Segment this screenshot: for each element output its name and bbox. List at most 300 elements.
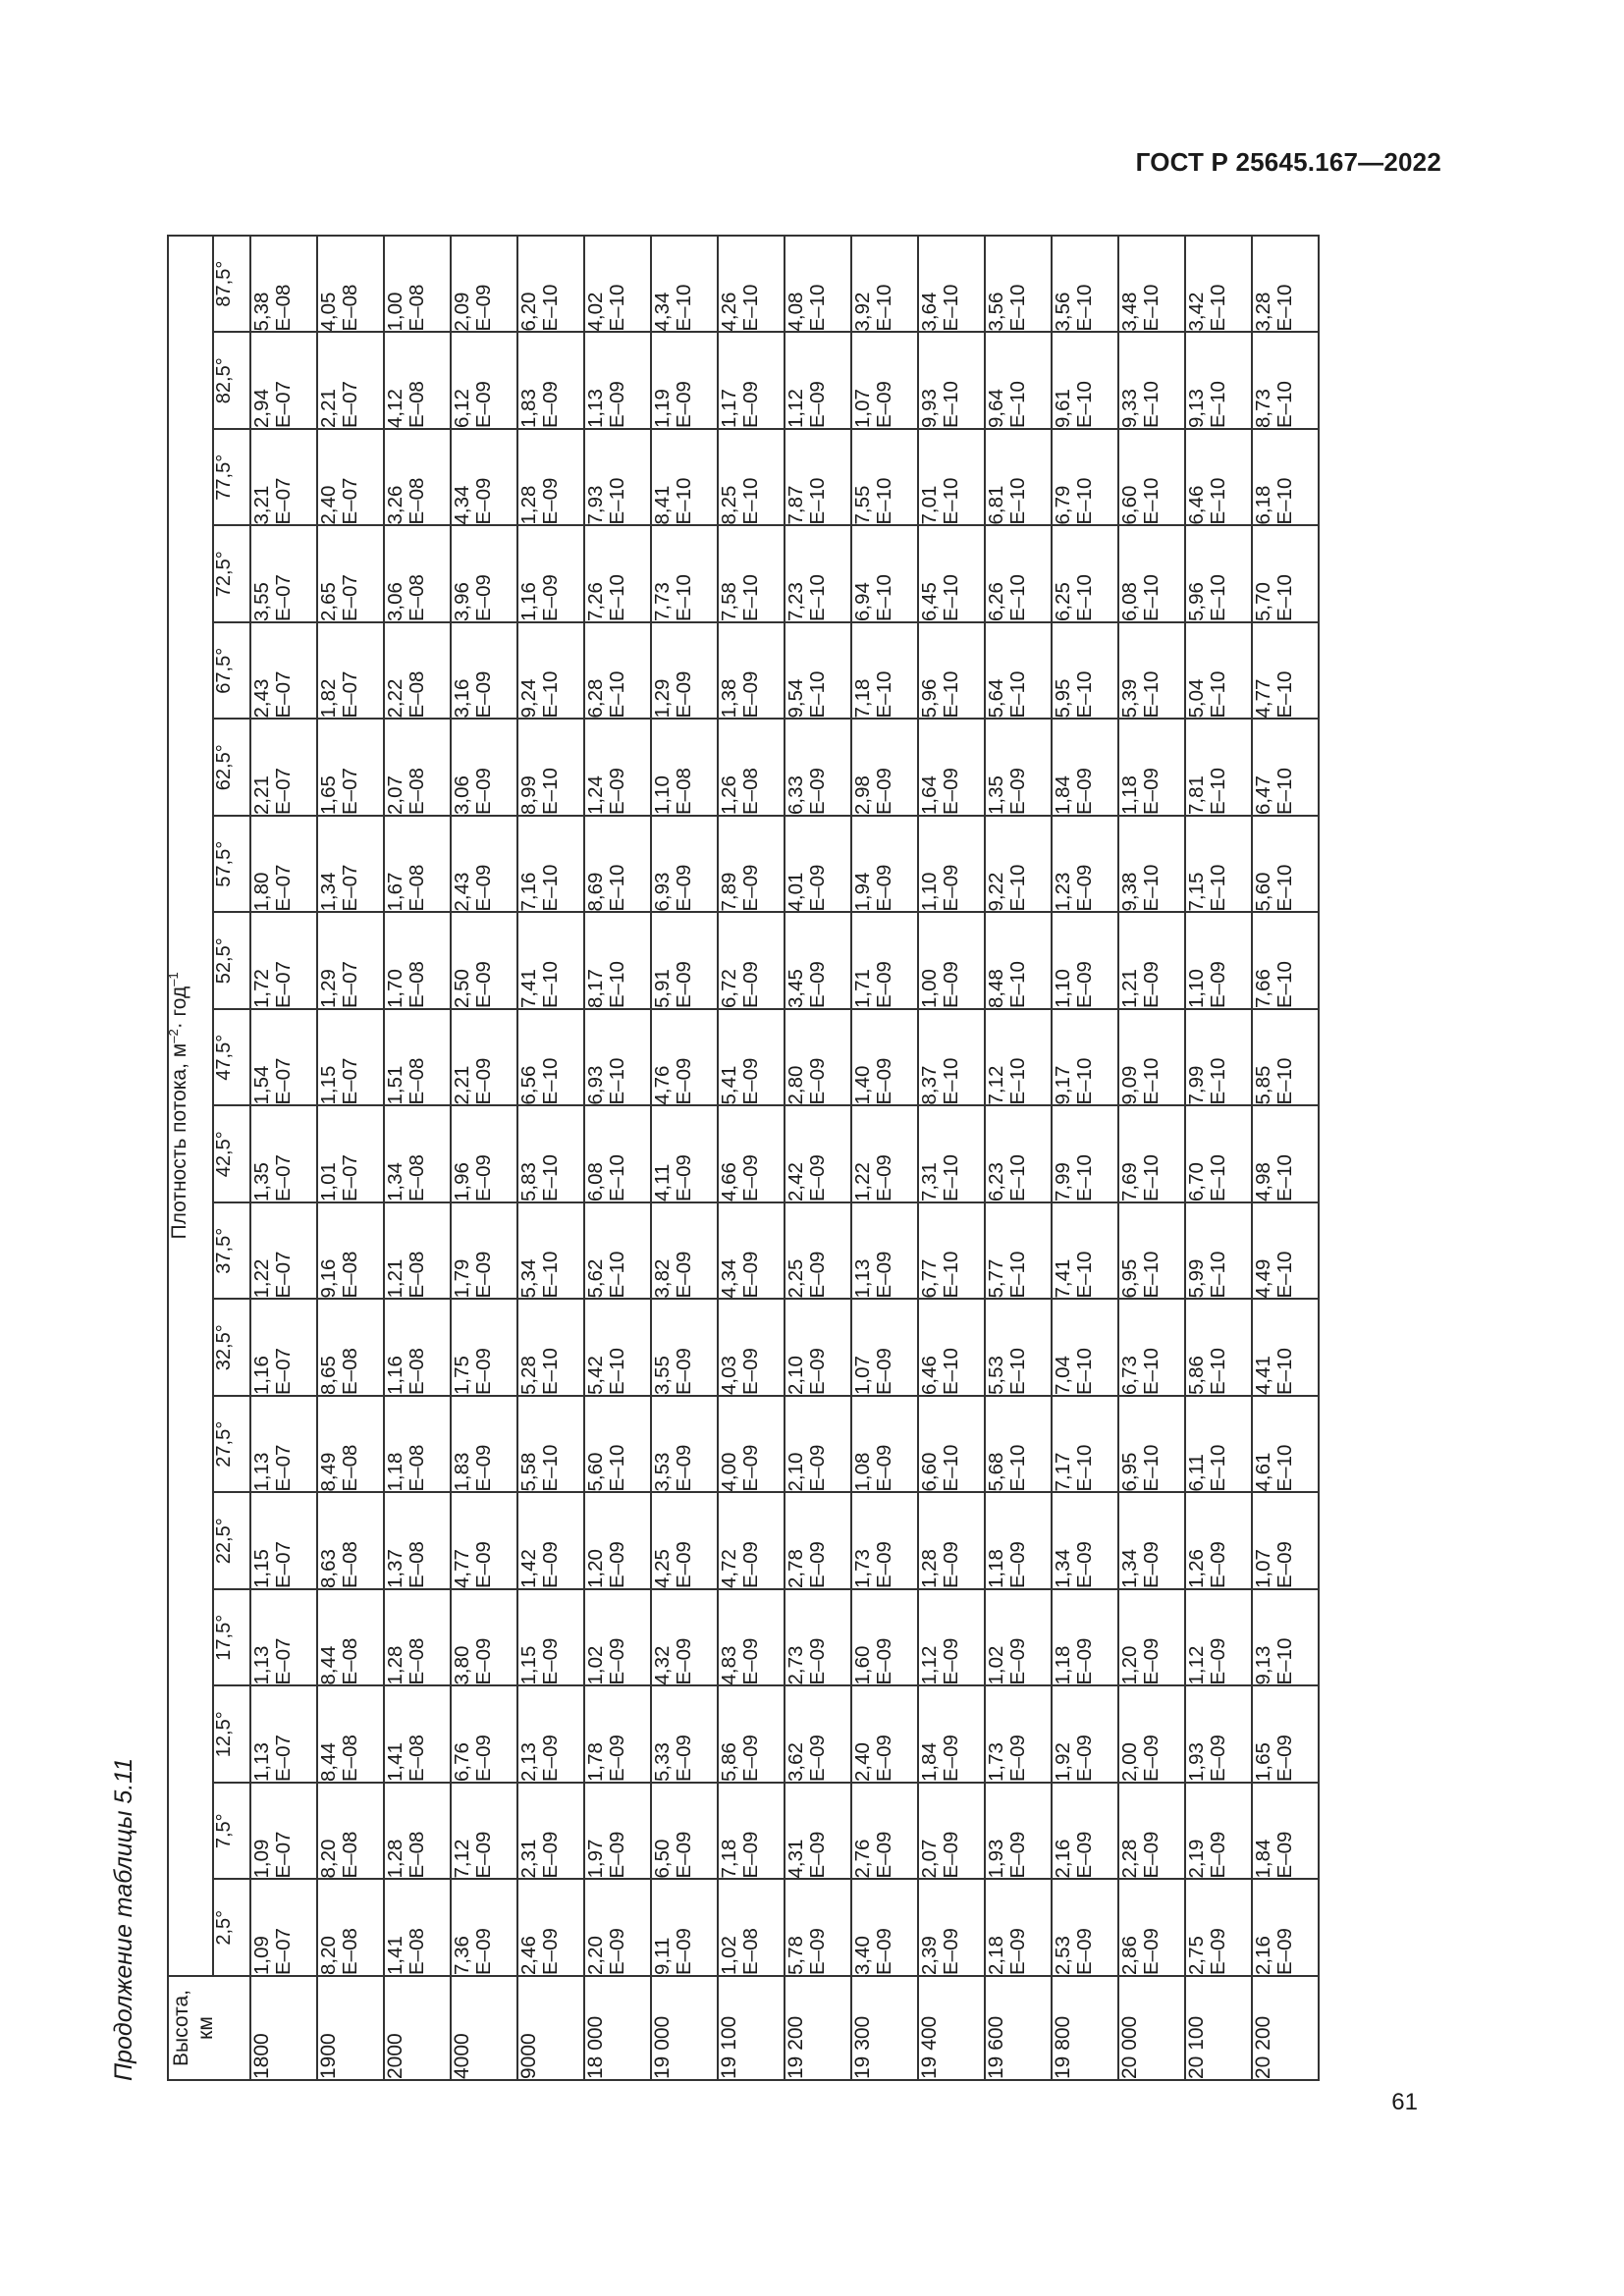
flux-exponent: E–09: [472, 768, 496, 815]
flux-mantissa: 5,85: [1252, 1065, 1274, 1105]
flux-mantissa: 5,96: [1185, 582, 1208, 621]
flux-exponent: E–08: [272, 284, 296, 332]
flux-mantissa: 1,28: [384, 1839, 406, 1879]
flux-mantissa: 7,99: [1052, 1162, 1074, 1201]
flux-density-header: [168, 236, 213, 1976]
flux-mantissa: 1,84: [1252, 1839, 1274, 1879]
flux-value-cell: [317, 1783, 384, 1880]
flux-mantissa: 4,66: [718, 1162, 740, 1201]
flux-exponent: E–10: [1006, 1348, 1030, 1395]
flux-value-cell: [918, 720, 985, 817]
flux-value-cell: [851, 1589, 918, 1686]
flux-mantissa: 1,83: [517, 389, 540, 428]
flux-exponent: E–10: [1140, 381, 1164, 428]
flux-exponent: E–09: [1140, 1831, 1164, 1879]
flux-value-cell: [250, 816, 317, 913]
flux-value-cell: [584, 236, 651, 333]
flux-mantissa: 3,53: [651, 1452, 674, 1492]
altitude-cell: 1900: [317, 1976, 384, 2080]
flux-value-cell: [1118, 1589, 1185, 1686]
table-row: [1118, 236, 1185, 2080]
flux-exponent: E–09: [539, 1831, 563, 1879]
flux-mantissa: 5,86: [1185, 1356, 1208, 1395]
flux-value-cell: [785, 1589, 851, 1686]
flux-value-cell: [651, 720, 718, 817]
flux-value-cell: [517, 1009, 584, 1106]
flux-value-cell: [718, 236, 785, 333]
flux-value-cell: [651, 816, 718, 913]
flux-value-cell: [250, 622, 317, 720]
flux-mantissa: 4,49: [1252, 1258, 1274, 1299]
flux-value-cell: [317, 1202, 384, 1300]
flux-value-cell: [1118, 236, 1185, 333]
flux-exponent: E–10: [1140, 1057, 1164, 1105]
flux-value-cell: [1118, 816, 1185, 913]
flux-mantissa: 6,08: [1118, 582, 1141, 621]
flux-value-cell: [1052, 1880, 1118, 1977]
flux-exponent: E–09: [739, 1637, 763, 1685]
flux-value-cell: [517, 1783, 584, 1880]
flux-value-cell: [584, 720, 651, 817]
flux-value-cell: [851, 1106, 918, 1203]
flux-exponent: E–10: [539, 1251, 563, 1299]
angle-header-cell: 77,5°: [213, 429, 250, 526]
flux-mantissa: 1,34: [317, 872, 340, 912]
flux-mantissa: 2,22: [384, 678, 406, 719]
angle-header-cell: 72,5°: [213, 526, 250, 623]
flux-value-cell: [1252, 720, 1319, 817]
flux-exponent: E–10: [873, 670, 896, 719]
flux-value-cell: [584, 622, 651, 720]
flux-mantissa: 1,12: [1185, 1645, 1208, 1685]
flux-exponent: E–10: [1073, 1348, 1097, 1395]
table-row: [517, 236, 584, 2080]
flux-value-cell: [1118, 1686, 1185, 1784]
flux-mantissa: 2,18: [985, 1936, 1007, 1975]
flux-value-cell: [317, 1009, 384, 1106]
flux-value-cell: [517, 816, 584, 913]
flux-exponent: E–10: [1140, 284, 1164, 332]
flux-value-cell: [718, 816, 785, 913]
flux-value-cell: [1185, 913, 1252, 1010]
flux-exponent: E–07: [339, 768, 362, 815]
flux-exponent: E–09: [673, 1637, 696, 1685]
angle-header-cell: 42,5°: [213, 1106, 250, 1203]
flux-exponent: E–07: [272, 1251, 296, 1299]
altitude-cell: 20 000: [1118, 1976, 1185, 2080]
flux-mantissa: 3,45: [785, 969, 807, 1008]
flux-value-cell: [451, 816, 517, 913]
flux-exponent: E–09: [873, 1444, 896, 1492]
flux-exponent: E–09: [940, 1735, 963, 1782]
flux-value-cell: [785, 333, 851, 430]
flux-value-cell: [851, 236, 918, 333]
flux-value-cell: [918, 1396, 985, 1493]
flux-mantissa: 1,34: [1118, 1549, 1141, 1588]
flux-value-cell: [1252, 1880, 1319, 1977]
flux-mantissa: 2,39: [918, 1936, 941, 1975]
flux-mantissa: 1,60: [851, 1645, 874, 1685]
flux-exponent: E–10: [1073, 381, 1097, 428]
flux-exponent: E–08: [406, 1831, 429, 1879]
flux-mantissa: 1,28: [384, 1645, 406, 1685]
flux-mantissa: 4,98: [1252, 1162, 1274, 1201]
flux-exponent: E–09: [472, 1348, 496, 1395]
flux-value-cell: [851, 333, 918, 430]
flux-exponent: E–09: [539, 477, 563, 525]
flux-mantissa: 4,01: [785, 872, 807, 912]
flux-mantissa: 7,73: [651, 582, 674, 621]
flux-mantissa: 6,11: [1185, 1454, 1208, 1492]
flux-exponent: E–09: [539, 1735, 563, 1782]
flux-mantissa: 7,99: [1185, 1065, 1208, 1105]
flux-mantissa: 1,93: [985, 1839, 1007, 1879]
flux-exponent: E–10: [1273, 284, 1297, 332]
flux-mantissa: 1,40: [851, 1065, 874, 1105]
flux-exponent: E–09: [673, 1444, 696, 1492]
flux-mantissa: 5,28: [517, 1356, 540, 1395]
flux-exponent: E–10: [1207, 1444, 1230, 1492]
flux-exponent: E–10: [1006, 1057, 1030, 1105]
flux-exponent: E–09: [806, 1154, 830, 1201]
flux-exponent: E–09: [806, 864, 830, 912]
flux-mantissa: 2,21: [317, 389, 340, 428]
flux-exponent: E–09: [673, 864, 696, 912]
flux-value-cell: [785, 720, 851, 817]
flux-exponent: E–08: [739, 1928, 763, 1975]
flux-value-cell: [517, 1106, 584, 1203]
flux-mantissa: 2,19: [1185, 1839, 1208, 1879]
flux-exponent: E–09: [739, 1154, 763, 1201]
flux-value-cell: [985, 1009, 1052, 1106]
flux-exponent: E–07: [272, 670, 296, 719]
flux-mantissa: 1,09: [250, 1936, 273, 1975]
flux-exponent: E–10: [940, 1251, 963, 1299]
flux-value-cell: [1252, 1106, 1319, 1203]
flux-exponent: E–07: [339, 961, 362, 1008]
flux-value-cell: [517, 333, 584, 430]
flux-mantissa: 2,16: [1052, 1839, 1074, 1879]
altitude-cell: 1800: [250, 1976, 317, 2080]
flux-mantissa: 2,20: [584, 1936, 607, 1975]
flux-value-cell: [584, 1009, 651, 1106]
flux-value-cell: [1118, 1783, 1185, 1880]
flux-mantissa: 5,38: [250, 292, 273, 332]
flux-value-cell: [1052, 1686, 1118, 1784]
flux-header-prefix: Плотность потока, м: [168, 1042, 190, 1240]
flux-value-cell: [317, 1880, 384, 1977]
flux-mantissa: 8,44: [317, 1645, 340, 1685]
flux-mantissa: 3,55: [651, 1356, 674, 1395]
flux-exponent: E–09: [1273, 1928, 1297, 1975]
flux-mantissa: 3,82: [651, 1258, 674, 1299]
flux-exponent: E–07: [272, 1154, 296, 1201]
flux-mantissa: 2,21: [451, 1065, 473, 1105]
flux-value-cell: [985, 333, 1052, 430]
flux-exponent: E–10: [1006, 574, 1030, 621]
flux-exponent: E–08: [406, 381, 429, 428]
flux-exponent: E–09: [1140, 1735, 1164, 1782]
flux-exponent: E–10: [1073, 1154, 1097, 1201]
flux-mantissa: 9,54: [785, 678, 807, 719]
flux-value-cell: [584, 1396, 651, 1493]
flux-exponent: E–10: [606, 477, 629, 525]
flux-exponent: E–10: [1207, 864, 1230, 912]
flux-exponent: E–10: [1006, 961, 1030, 1008]
table-row: [985, 236, 1052, 2080]
flux-exponent: E–10: [1207, 1154, 1230, 1201]
flux-value-cell: [317, 429, 384, 526]
flux-value-cell: [985, 1880, 1052, 1977]
flux-value-cell: [451, 1300, 517, 1397]
angle-header-cell: 62,5°: [213, 720, 250, 817]
flux-mantissa: 2,80: [785, 1065, 807, 1105]
flux-exponent: E–09: [539, 381, 563, 428]
altitude-cell: 19 000: [651, 1976, 718, 2080]
flux-value-cell: [918, 1202, 985, 1300]
flux-value-cell: [651, 1686, 718, 1784]
flux-value-cell: [1052, 1106, 1118, 1203]
flux-value-cell: [317, 720, 384, 817]
flux-exponent: E–10: [606, 961, 629, 1008]
flux-mantissa: 1,13: [250, 1452, 273, 1492]
flux-exponent: E–10: [1207, 1348, 1230, 1395]
flux-exponent: E–10: [1207, 284, 1230, 332]
flux-exponent: E–09: [673, 961, 696, 1008]
flux-exponent: E–07: [272, 381, 296, 428]
flux-value-cell: [1252, 429, 1319, 526]
flux-exponent: E–09: [940, 768, 963, 815]
angle-header-cell: 17,5°: [213, 1589, 250, 1686]
flux-value-cell: [317, 1106, 384, 1203]
flux-exponent: E–09: [472, 1251, 496, 1299]
flux-mantissa: 2,16: [1252, 1936, 1274, 1975]
flux-mantissa: 9,09: [1118, 1065, 1141, 1105]
flux-exponent: E–10: [1073, 477, 1097, 525]
flux-exponent: E–09: [806, 1348, 830, 1395]
flux-mantissa: 7,55: [851, 485, 874, 525]
flux-value-cell: [1052, 816, 1118, 913]
flux-mantissa: 1,73: [851, 1549, 874, 1588]
flux-exponent: E–08: [339, 284, 362, 332]
flux-mantissa: 1,26: [718, 775, 740, 815]
flux-exponent: E–09: [806, 1444, 830, 1492]
flux-table-body: [250, 236, 1319, 2080]
flux-value-cell: [250, 236, 317, 333]
flux-value-cell: [384, 526, 451, 623]
flux-mantissa: 3,96: [451, 582, 473, 621]
flux-mantissa: 7,17: [1052, 1452, 1074, 1492]
flux-mantissa: 1,00: [918, 969, 941, 1008]
flux-exponent: E–08: [339, 1637, 362, 1685]
flux-exponent: E–10: [1273, 1637, 1297, 1685]
altitude-cell: 9000: [517, 1976, 584, 2080]
flux-value-cell: [918, 1880, 985, 1977]
rotated-table-region: [98, 236, 1404, 2081]
flux-value-cell: [718, 1686, 785, 1784]
flux-mantissa: 3,42: [1185, 292, 1208, 332]
flux-value-cell: [384, 429, 451, 526]
flux-exponent: E–08: [406, 1735, 429, 1782]
flux-exponent: E–09: [539, 1637, 563, 1685]
angle-header-cell: 52,5°: [213, 913, 250, 1010]
flux-exponent: E–09: [1207, 961, 1230, 1008]
flux-exponent: E–10: [539, 864, 563, 912]
flux-mantissa: 1,07: [851, 389, 874, 428]
flux-value-cell: [918, 1783, 985, 1880]
flux-value-cell: [1185, 236, 1252, 333]
flux-value-cell: [250, 1396, 317, 1493]
flux-mantissa: 3,28: [1252, 292, 1274, 332]
flux-mantissa: 1,00: [384, 292, 406, 332]
flux-exponent: E–10: [606, 574, 629, 621]
flux-value-cell: [1052, 1493, 1118, 1590]
flux-exponent: E–09: [472, 1831, 496, 1879]
flux-exponent: E–10: [940, 284, 963, 332]
flux-mantissa: 3,21: [250, 485, 273, 525]
flux-exponent: E–10: [539, 284, 563, 332]
flux-exponent: E–09: [1273, 1735, 1297, 1782]
flux-exponent: E–10: [806, 477, 830, 525]
flux-exponent: E–09: [472, 1928, 496, 1975]
flux-value-cell: [1185, 1396, 1252, 1493]
flux-mantissa: 1,41: [384, 1742, 406, 1782]
flux-exponent: E–08: [406, 1637, 429, 1685]
flux-value-cell: [718, 1202, 785, 1300]
flux-exponent: E–07: [272, 1735, 296, 1782]
flux-exponent: E–09: [472, 1541, 496, 1588]
flux-mantissa: 7,87: [785, 485, 807, 525]
flux-exponent: E–10: [1273, 1444, 1297, 1492]
flux-mantissa: 1,21: [384, 1258, 406, 1299]
flux-mantissa: 6,94: [851, 582, 874, 621]
flux-mantissa: 5,62: [584, 1258, 607, 1299]
angle-header-cell: 2,5°: [213, 1880, 250, 1977]
flux-exponent: E–10: [1273, 864, 1297, 912]
flux-value-cell: [651, 333, 718, 430]
flux-mantissa: 4,25: [651, 1549, 674, 1588]
flux-exponent: E–08: [406, 574, 429, 621]
flux-value-cell: [384, 1686, 451, 1784]
flux-value-cell: [651, 1202, 718, 1300]
flux-mantissa: 7,18: [851, 678, 874, 719]
flux-mantissa: 1,16: [384, 1356, 406, 1395]
flux-mantissa: 5,60: [1252, 872, 1274, 912]
flux-value-cell: [651, 526, 718, 623]
flux-exponent: E–10: [873, 477, 896, 525]
flux-exponent: E–08: [339, 1444, 362, 1492]
flux-mantissa: 7,16: [517, 872, 540, 912]
altitude-cell: 2000: [384, 1976, 451, 2080]
flux-value-cell: [451, 622, 517, 720]
flux-exponent: E–08: [339, 1831, 362, 1879]
flux-mantissa: 7,12: [451, 1839, 473, 1879]
altitude-cell: 19 800: [1052, 1976, 1118, 2080]
flux-value-cell: [317, 333, 384, 430]
flux-exponent: E–07: [272, 1637, 296, 1685]
flux-value-cell: [1252, 1783, 1319, 1880]
flux-value-cell: [384, 1009, 451, 1106]
flux-value-cell: [1185, 1009, 1252, 1106]
flux-exponent: E–10: [606, 1251, 629, 1299]
flux-mantissa: 2,86: [1118, 1936, 1141, 1975]
flux-mantissa: 4,31: [785, 1839, 807, 1879]
flux-value-cell: [1052, 622, 1118, 720]
flux-mantissa: 3,16: [451, 678, 473, 719]
flux-mantissa: 8,17: [584, 969, 607, 1008]
flux-exponent: E–10: [1073, 1444, 1097, 1492]
flux-mantissa: 5,70: [1252, 582, 1274, 621]
flux-mantissa: 2,13: [517, 1742, 540, 1782]
flux-mantissa: 6,81: [985, 485, 1007, 525]
flux-value-cell: [985, 913, 1052, 1010]
angle-header-cell: 12,5°: [213, 1686, 250, 1784]
flux-exponent: E–10: [539, 1444, 563, 1492]
flux-exponent: E–07: [339, 1057, 362, 1105]
table-row: [785, 236, 851, 2080]
flux-mantissa: 4,12: [384, 389, 406, 428]
flux-exponent: E–09: [472, 864, 496, 912]
flux-exponent: E–09: [472, 477, 496, 525]
flux-mantissa: 5,04: [1185, 678, 1208, 719]
flux-value-cell: [584, 429, 651, 526]
flux-exponent: E–10: [1006, 670, 1030, 719]
flux-mantissa: 1,70: [384, 969, 406, 1008]
flux-exponent: E–09: [1073, 1637, 1097, 1685]
flux-exponent: E–09: [539, 1541, 563, 1588]
flux-value-cell: [985, 526, 1052, 623]
flux-mantissa: 1,08: [851, 1452, 874, 1492]
flux-mantissa: 1,12: [918, 1645, 941, 1685]
flux-exponent: E–09: [673, 1735, 696, 1782]
flux-exponent: E–09: [539, 574, 563, 621]
flux-mantissa: 3,06: [451, 775, 473, 815]
flux-mantissa: 1,20: [584, 1549, 607, 1588]
flux-mantissa: 9,93: [918, 389, 941, 428]
flux-exponent: E–10: [806, 284, 830, 332]
altitude-cell: 19 600: [985, 1976, 1052, 2080]
flux-value-cell: [250, 1493, 317, 1590]
flux-mantissa: 1,29: [651, 678, 674, 719]
flux-exponent: E–10: [1073, 670, 1097, 719]
flux-exponent: E–09: [472, 1735, 496, 1782]
flux-exponent: E–09: [472, 961, 496, 1008]
flux-value-cell: [517, 1880, 584, 1977]
flux-mantissa: 7,41: [517, 969, 540, 1008]
flux-mantissa: 8,69: [584, 872, 607, 912]
flux-mantissa: 6,60: [1118, 485, 1141, 525]
flux-exponent: E–09: [806, 1251, 830, 1299]
altitude-cell: 19 100: [718, 1976, 785, 2080]
altitude-cell: 19 200: [785, 1976, 851, 2080]
flux-exponent: E–09: [1207, 1637, 1230, 1685]
altitude-cell: 19 300: [851, 1976, 918, 2080]
flux-value-cell: [451, 1396, 517, 1493]
flux-mantissa: 5,77: [985, 1258, 1007, 1299]
flux-mantissa: 1,02: [584, 1645, 607, 1685]
flux-exponent: E–08: [339, 1735, 362, 1782]
flux-mantissa: 2,40: [851, 1742, 874, 1782]
flux-mantissa: 8,20: [317, 1839, 340, 1879]
flux-exponent: E–09: [1140, 768, 1164, 815]
flux-mantissa: 5,96: [918, 678, 941, 719]
flux-value-cell: [985, 1396, 1052, 1493]
flux-exponent: E–09: [873, 864, 896, 912]
flux-mantissa: 3,55: [250, 582, 273, 621]
flux-exponent: E–09: [806, 961, 830, 1008]
table-row: [317, 236, 384, 2080]
flux-exponent: E–10: [1207, 1251, 1230, 1299]
